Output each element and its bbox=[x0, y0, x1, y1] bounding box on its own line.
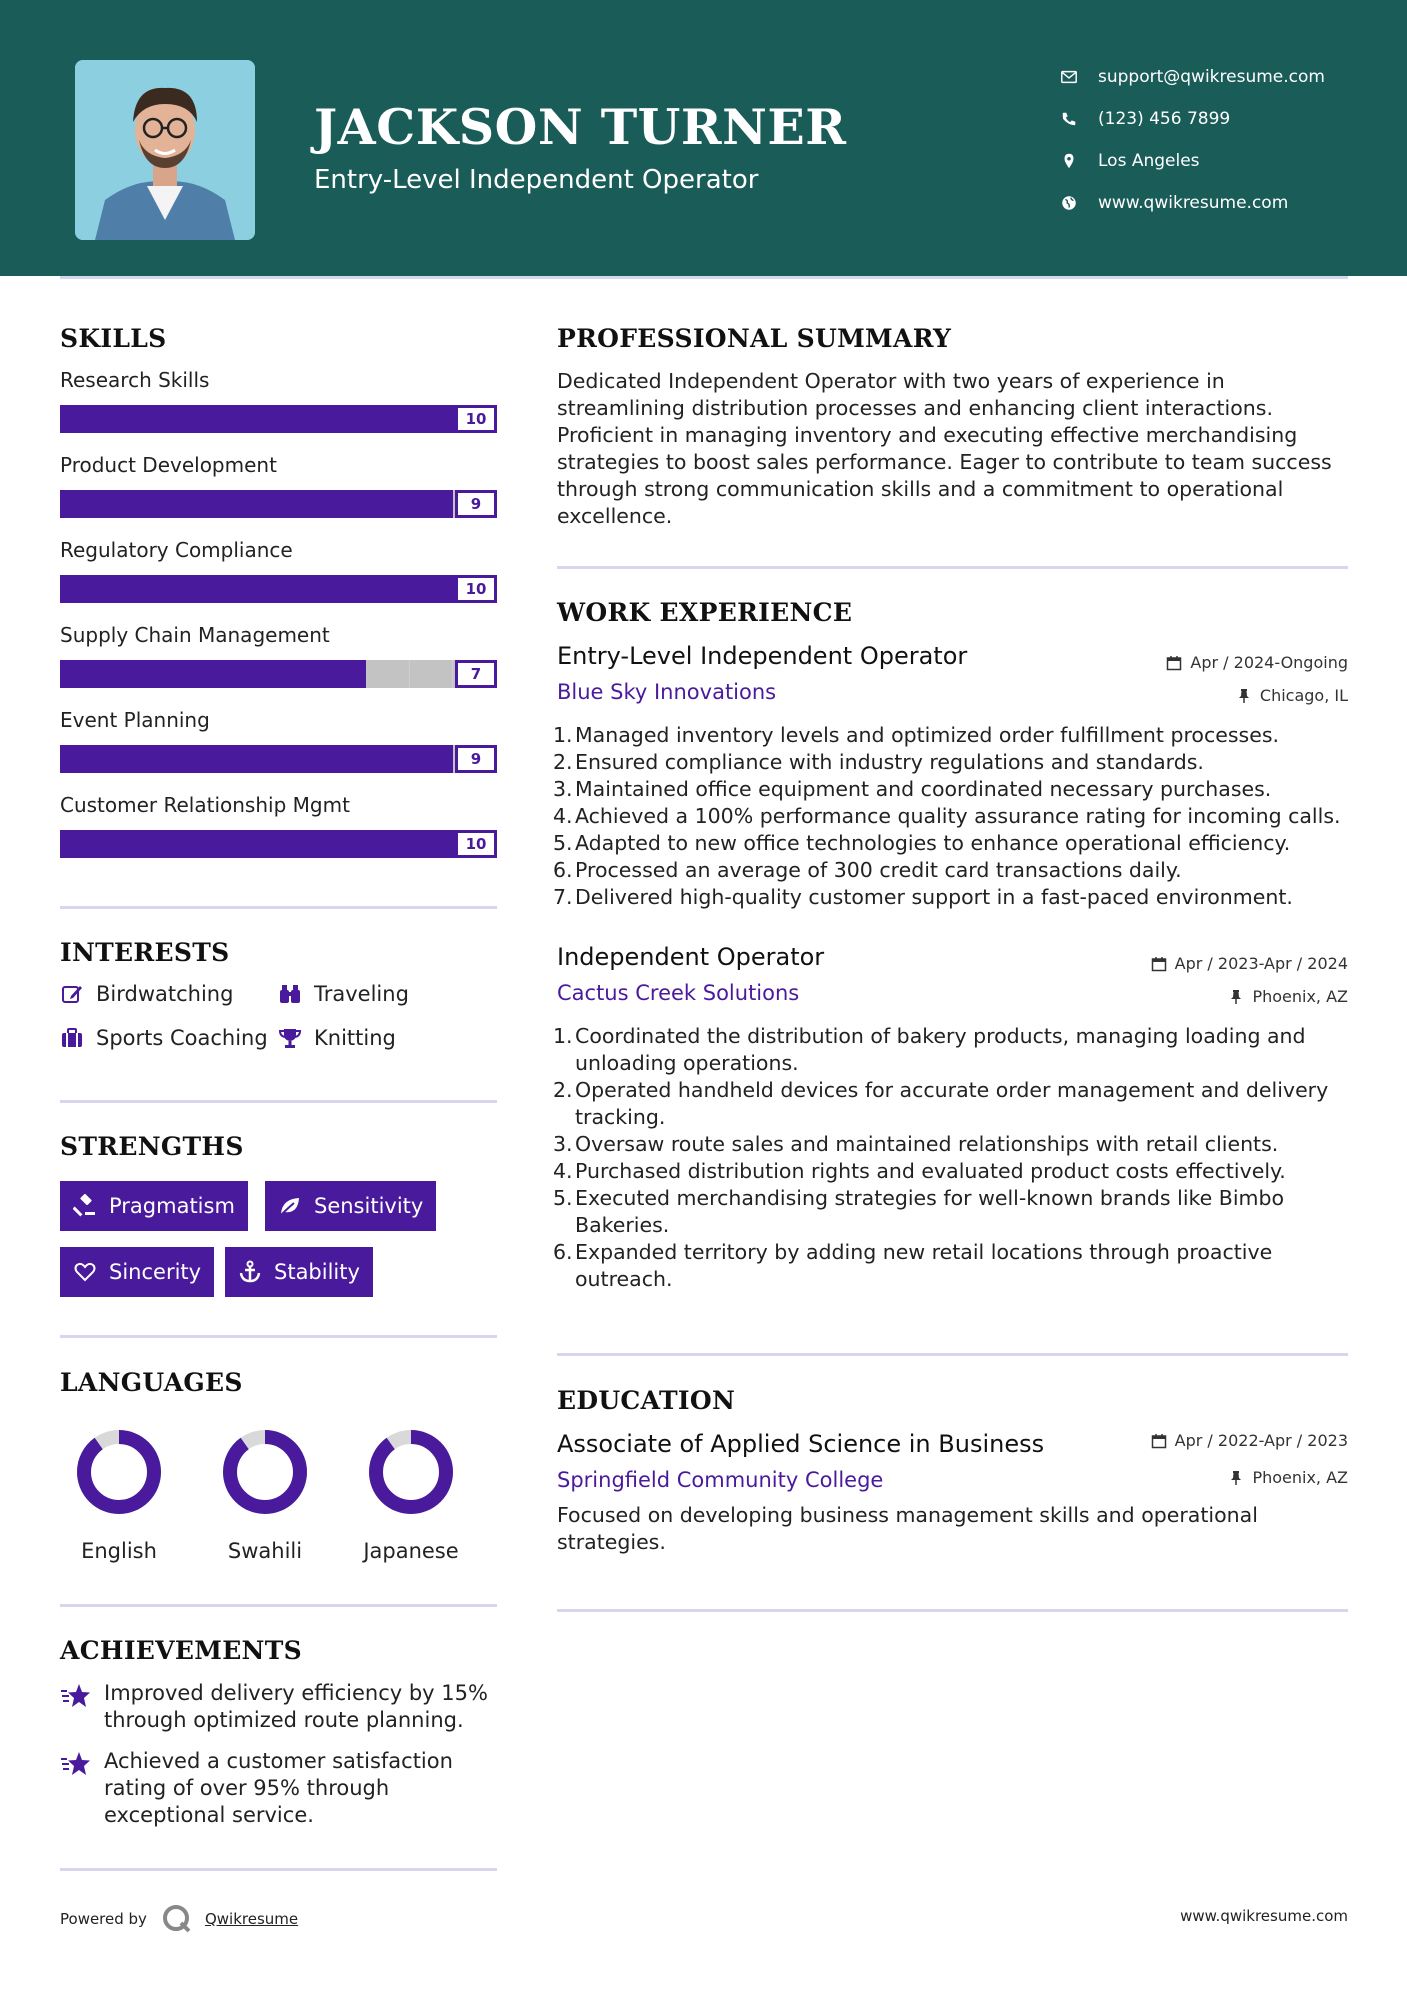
company-name: Cactus Creek Solutions bbox=[557, 981, 800, 1005]
skill-segment bbox=[235, 405, 279, 433]
skill-score: 9 bbox=[455, 745, 497, 773]
skill-score: 10 bbox=[455, 575, 497, 603]
contact-email[interactable] bbox=[1050, 56, 1325, 98]
school-name: Springfield Community College bbox=[557, 1468, 884, 1492]
language-label: Japanese bbox=[363, 1539, 459, 1563]
achievement-item bbox=[60, 1680, 500, 1734]
job-dates-text: Apr / 2023-Apr / 2024 bbox=[1174, 954, 1348, 973]
skill-segment bbox=[104, 830, 148, 858]
skill-segment bbox=[235, 490, 279, 518]
section-divider bbox=[60, 906, 497, 909]
skill-segment bbox=[366, 745, 410, 773]
skill-segment bbox=[60, 830, 104, 858]
achievements-heading: ACHIEVEMENTS bbox=[60, 1636, 302, 1665]
interest-item bbox=[60, 982, 233, 1006]
education-dates-text: Apr / 2022-Apr / 2023 bbox=[1174, 1431, 1348, 1450]
skill-segment bbox=[191, 490, 235, 518]
summary-heading: PROFESSIONAL SUMMARY bbox=[557, 324, 952, 353]
section-divider bbox=[557, 1353, 1348, 1356]
strength-tag bbox=[60, 1247, 214, 1297]
skill-score: 9 bbox=[455, 490, 497, 518]
skill-score: 10 bbox=[455, 405, 497, 433]
experience-heading: WORK EXPERIENCE bbox=[557, 598, 853, 627]
interest-label: Birdwatching bbox=[96, 982, 234, 1006]
section-divider bbox=[557, 566, 1348, 569]
education-location bbox=[1228, 1468, 1348, 1487]
pushpin-icon bbox=[1228, 989, 1244, 1005]
company-name: Blue Sky Innovations bbox=[557, 680, 777, 704]
skill-segment bbox=[104, 490, 148, 518]
calendar-icon bbox=[1151, 956, 1167, 972]
interests-heading: INTERESTS bbox=[60, 938, 230, 967]
skill-label: Regulatory Compliance bbox=[60, 538, 293, 562]
skill-segment bbox=[279, 830, 323, 858]
interest-label: Traveling bbox=[314, 982, 409, 1006]
skill-segment bbox=[410, 405, 454, 433]
brand-link[interactable]: Qwikresume bbox=[204, 1910, 299, 1928]
skill-segment bbox=[322, 405, 366, 433]
skill-segment bbox=[366, 490, 410, 518]
star-icon bbox=[60, 1748, 92, 1780]
job-bullet: 5. Executed merchandising strategies for well-known brands like Bimbo Bakeries. bbox=[553, 1186, 1285, 1237]
job-location bbox=[1236, 686, 1348, 705]
skill-bar bbox=[60, 575, 497, 603]
job-title: Entry-Level Independent Operator bbox=[557, 642, 968, 670]
job-location-text: Phoenix, AZ bbox=[1252, 987, 1348, 1006]
header-divider bbox=[60, 276, 1348, 279]
language-ring-fill bbox=[230, 1437, 300, 1507]
skill-segment bbox=[147, 745, 191, 773]
powered-by-text: Powered by bbox=[60, 1910, 147, 1928]
star-icon bbox=[60, 1680, 92, 1712]
skill-segment bbox=[410, 490, 454, 518]
skill-segment bbox=[410, 745, 454, 773]
skill-label: Event Planning bbox=[60, 708, 210, 732]
skill-segment bbox=[279, 745, 323, 773]
contact-location bbox=[1050, 140, 1325, 182]
job-bullets bbox=[553, 1023, 1353, 1293]
resume-header bbox=[0, 0, 1407, 276]
skill-segment bbox=[147, 830, 191, 858]
section-divider bbox=[557, 1609, 1348, 1612]
trophy-icon bbox=[278, 1026, 302, 1050]
skill-segment bbox=[147, 660, 191, 688]
language-item bbox=[210, 1427, 320, 1563]
section-divider bbox=[60, 1604, 497, 1607]
envelope-icon bbox=[1050, 68, 1088, 86]
job-bullet: 2. Operated handheld devices for accurate order management and delivery tracking. bbox=[553, 1078, 1329, 1129]
skill-segment bbox=[322, 830, 366, 858]
skill-segment bbox=[104, 405, 148, 433]
skill-segment bbox=[279, 575, 323, 603]
candidate-title: Entry-Level Independent Operator bbox=[314, 165, 759, 195]
skill-segment bbox=[191, 405, 235, 433]
skill-bar bbox=[60, 660, 497, 688]
skill-segment bbox=[60, 745, 104, 773]
skill-segment bbox=[60, 575, 104, 603]
job-title: Independent Operator bbox=[557, 943, 825, 971]
job-location bbox=[1228, 987, 1348, 1006]
interest-item bbox=[278, 982, 409, 1006]
gavel-icon bbox=[73, 1194, 97, 1218]
job-bullet: 4. Purchased distribution rights and evaluated product costs effectively. bbox=[553, 1159, 1286, 1183]
skill-segment bbox=[410, 660, 454, 688]
skill-segment bbox=[279, 660, 323, 688]
job-bullet: 4. Achieved a 100% performance quality assurance rating for incoming calls. bbox=[553, 804, 1341, 828]
interest-item bbox=[60, 1026, 268, 1050]
contact-website-text: www.qwikresume.com bbox=[1098, 193, 1289, 213]
avatar-icon bbox=[75, 60, 255, 240]
skill-segment bbox=[104, 745, 148, 773]
strength-tag bbox=[60, 1181, 248, 1231]
language-label: English bbox=[81, 1539, 157, 1563]
job-dates bbox=[1151, 954, 1348, 973]
skill-segment bbox=[279, 405, 323, 433]
strengths-heading: STRENGTHS bbox=[60, 1132, 244, 1161]
skill-segment bbox=[410, 575, 454, 603]
footer-url[interactable]: www.qwikresume.com bbox=[1180, 1907, 1348, 1925]
language-ring bbox=[366, 1427, 456, 1517]
education-heading: EDUCATION bbox=[557, 1386, 736, 1415]
map-pin-icon bbox=[1050, 152, 1088, 170]
skill-segment bbox=[147, 405, 191, 433]
skill-bar bbox=[60, 490, 497, 518]
powered-by bbox=[60, 1903, 298, 1935]
language-item bbox=[356, 1427, 466, 1563]
candidate-name: JACKSON TURNER bbox=[314, 98, 847, 156]
edit-icon bbox=[60, 982, 84, 1006]
section-divider bbox=[60, 1100, 497, 1103]
contact-email-text: support@qwikresume.com bbox=[1098, 67, 1325, 87]
strength-label: Stability bbox=[274, 1260, 360, 1284]
skill-segment bbox=[60, 660, 104, 688]
interest-label: Sports Coaching bbox=[96, 1026, 268, 1050]
skill-segment bbox=[366, 405, 410, 433]
skill-segment bbox=[366, 830, 410, 858]
education-dates bbox=[1151, 1431, 1348, 1450]
skill-segment bbox=[235, 575, 279, 603]
skills-heading: SKILLS bbox=[60, 324, 167, 353]
education-location-text: Phoenix, AZ bbox=[1252, 1468, 1348, 1487]
skill-segment bbox=[104, 575, 148, 603]
skill-segment bbox=[191, 660, 235, 688]
job-dates-text: Apr / 2024-Ongoing bbox=[1190, 653, 1348, 672]
binoculars-icon bbox=[278, 982, 302, 1006]
achievement-item bbox=[60, 1748, 500, 1829]
calendar-icon bbox=[1151, 1433, 1167, 1449]
skill-label: Product Development bbox=[60, 453, 277, 477]
heart-icon bbox=[73, 1260, 97, 1284]
languages-heading: LANGUAGES bbox=[60, 1368, 243, 1397]
job-dates bbox=[1166, 653, 1348, 672]
skill-segment bbox=[322, 575, 366, 603]
skill-label: Supply Chain Management bbox=[60, 623, 330, 647]
skill-label: Research Skills bbox=[60, 368, 210, 392]
language-label: Swahili bbox=[227, 1539, 303, 1563]
achievement-text: Achieved a customer satisfaction rating of over 95% through exceptional service. bbox=[104, 1749, 453, 1827]
language-ring bbox=[74, 1427, 164, 1517]
profile-photo bbox=[75, 60, 255, 240]
job-bullet: 2. Ensured compliance with industry regulations and standards. bbox=[553, 750, 1204, 774]
skill-segment bbox=[60, 405, 104, 433]
skill-segment bbox=[191, 830, 235, 858]
skill-segment bbox=[366, 660, 410, 688]
language-ring-fill bbox=[376, 1437, 446, 1507]
language-ring-fill bbox=[84, 1437, 154, 1507]
job-bullet: 1. Coordinated the distribution of bakery products, managing loading and unloading operations. bbox=[553, 1024, 1306, 1075]
qwikresume-logo-icon bbox=[161, 1903, 193, 1935]
job-bullet: 3. Oversaw route sales and maintained relationships with retail clients. bbox=[553, 1132, 1279, 1156]
skill-bar bbox=[60, 745, 497, 773]
section-divider bbox=[60, 1868, 497, 1871]
interest-item bbox=[278, 1026, 396, 1050]
achievement-text: Improved delivery efficiency by 15% through optimized route planning. bbox=[104, 1681, 488, 1732]
language-item bbox=[64, 1427, 174, 1563]
skill-score: 7 bbox=[455, 660, 497, 688]
job-bullet: 7. Delivered high-quality customer support in a fast-paced environment. bbox=[553, 885, 1293, 909]
skill-score: 10 bbox=[455, 830, 497, 858]
skill-segment bbox=[322, 745, 366, 773]
skill-segment bbox=[191, 745, 235, 773]
skill-segment bbox=[322, 490, 366, 518]
skill-segment bbox=[366, 575, 410, 603]
phone-icon bbox=[1050, 110, 1088, 128]
globe-icon bbox=[1050, 194, 1088, 212]
skill-segment bbox=[60, 490, 104, 518]
skill-segment bbox=[279, 490, 323, 518]
calendar-icon bbox=[1166, 655, 1182, 671]
skill-segment bbox=[235, 830, 279, 858]
pushpin-icon bbox=[1228, 1470, 1244, 1486]
skill-label: Customer Relationship Mgmt bbox=[60, 793, 350, 817]
contact-phone[interactable] bbox=[1050, 98, 1325, 140]
interest-label: Knitting bbox=[314, 1026, 396, 1050]
suitcase-icon bbox=[60, 1026, 84, 1050]
skill-segment bbox=[235, 745, 279, 773]
strength-label: Pragmatism bbox=[109, 1194, 235, 1218]
strength-label: Sincerity bbox=[109, 1260, 202, 1284]
degree-title: Associate of Applied Science in Business bbox=[557, 1430, 1045, 1458]
language-ring bbox=[220, 1427, 310, 1517]
job-bullet: 3. Maintained office equipment and coordinated necessary purchases. bbox=[553, 777, 1272, 801]
skill-bar bbox=[60, 830, 497, 858]
skill-segment bbox=[410, 830, 454, 858]
skill-segment bbox=[235, 660, 279, 688]
contact-phone-text: (123) 456 7899 bbox=[1098, 109, 1231, 129]
contact-location-text: Los Angeles bbox=[1098, 151, 1200, 171]
job-location-text: Chicago, IL bbox=[1259, 686, 1348, 705]
skill-segment bbox=[322, 660, 366, 688]
job-bullet: 6. Processed an average of 300 credit card transactions daily. bbox=[553, 858, 1182, 882]
strength-tag bbox=[265, 1181, 436, 1231]
skill-bar bbox=[60, 405, 497, 433]
skill-segment bbox=[147, 575, 191, 603]
job-bullets bbox=[553, 722, 1353, 911]
pushpin-icon bbox=[1236, 688, 1252, 704]
education-description: Focused on developing business management skills and operational strategies. bbox=[557, 1503, 1258, 1554]
contact-list bbox=[1050, 56, 1325, 224]
job-bullet: 5. Adapted to new office technologies to enhance operational efficiency. bbox=[553, 831, 1291, 855]
summary-text: Dedicated Independent Operator with two years of experience in streamlining distribution processes and enhancing client interactions. Proficient in managing inventory and executing effective merchandising strategies to boost sales performance. Eager to contribute to team success through strong communication skills and a commitment to operational excellence. bbox=[557, 369, 1332, 528]
job-bullet: 6. Expanded territory by adding new retail locations through proactive outreach. bbox=[553, 1240, 1273, 1291]
strength-label: Sensitivity bbox=[314, 1194, 424, 1218]
contact-website[interactable] bbox=[1050, 182, 1325, 224]
leaf-icon bbox=[278, 1194, 302, 1218]
section-divider bbox=[60, 1335, 497, 1338]
strength-tag bbox=[225, 1247, 373, 1297]
skill-segment bbox=[147, 490, 191, 518]
skill-segment bbox=[191, 575, 235, 603]
skill-segment bbox=[104, 660, 148, 688]
job-bullet: 1. Managed inventory levels and optimized order fulfillment processes. bbox=[553, 723, 1280, 747]
anchor-icon bbox=[238, 1260, 262, 1284]
